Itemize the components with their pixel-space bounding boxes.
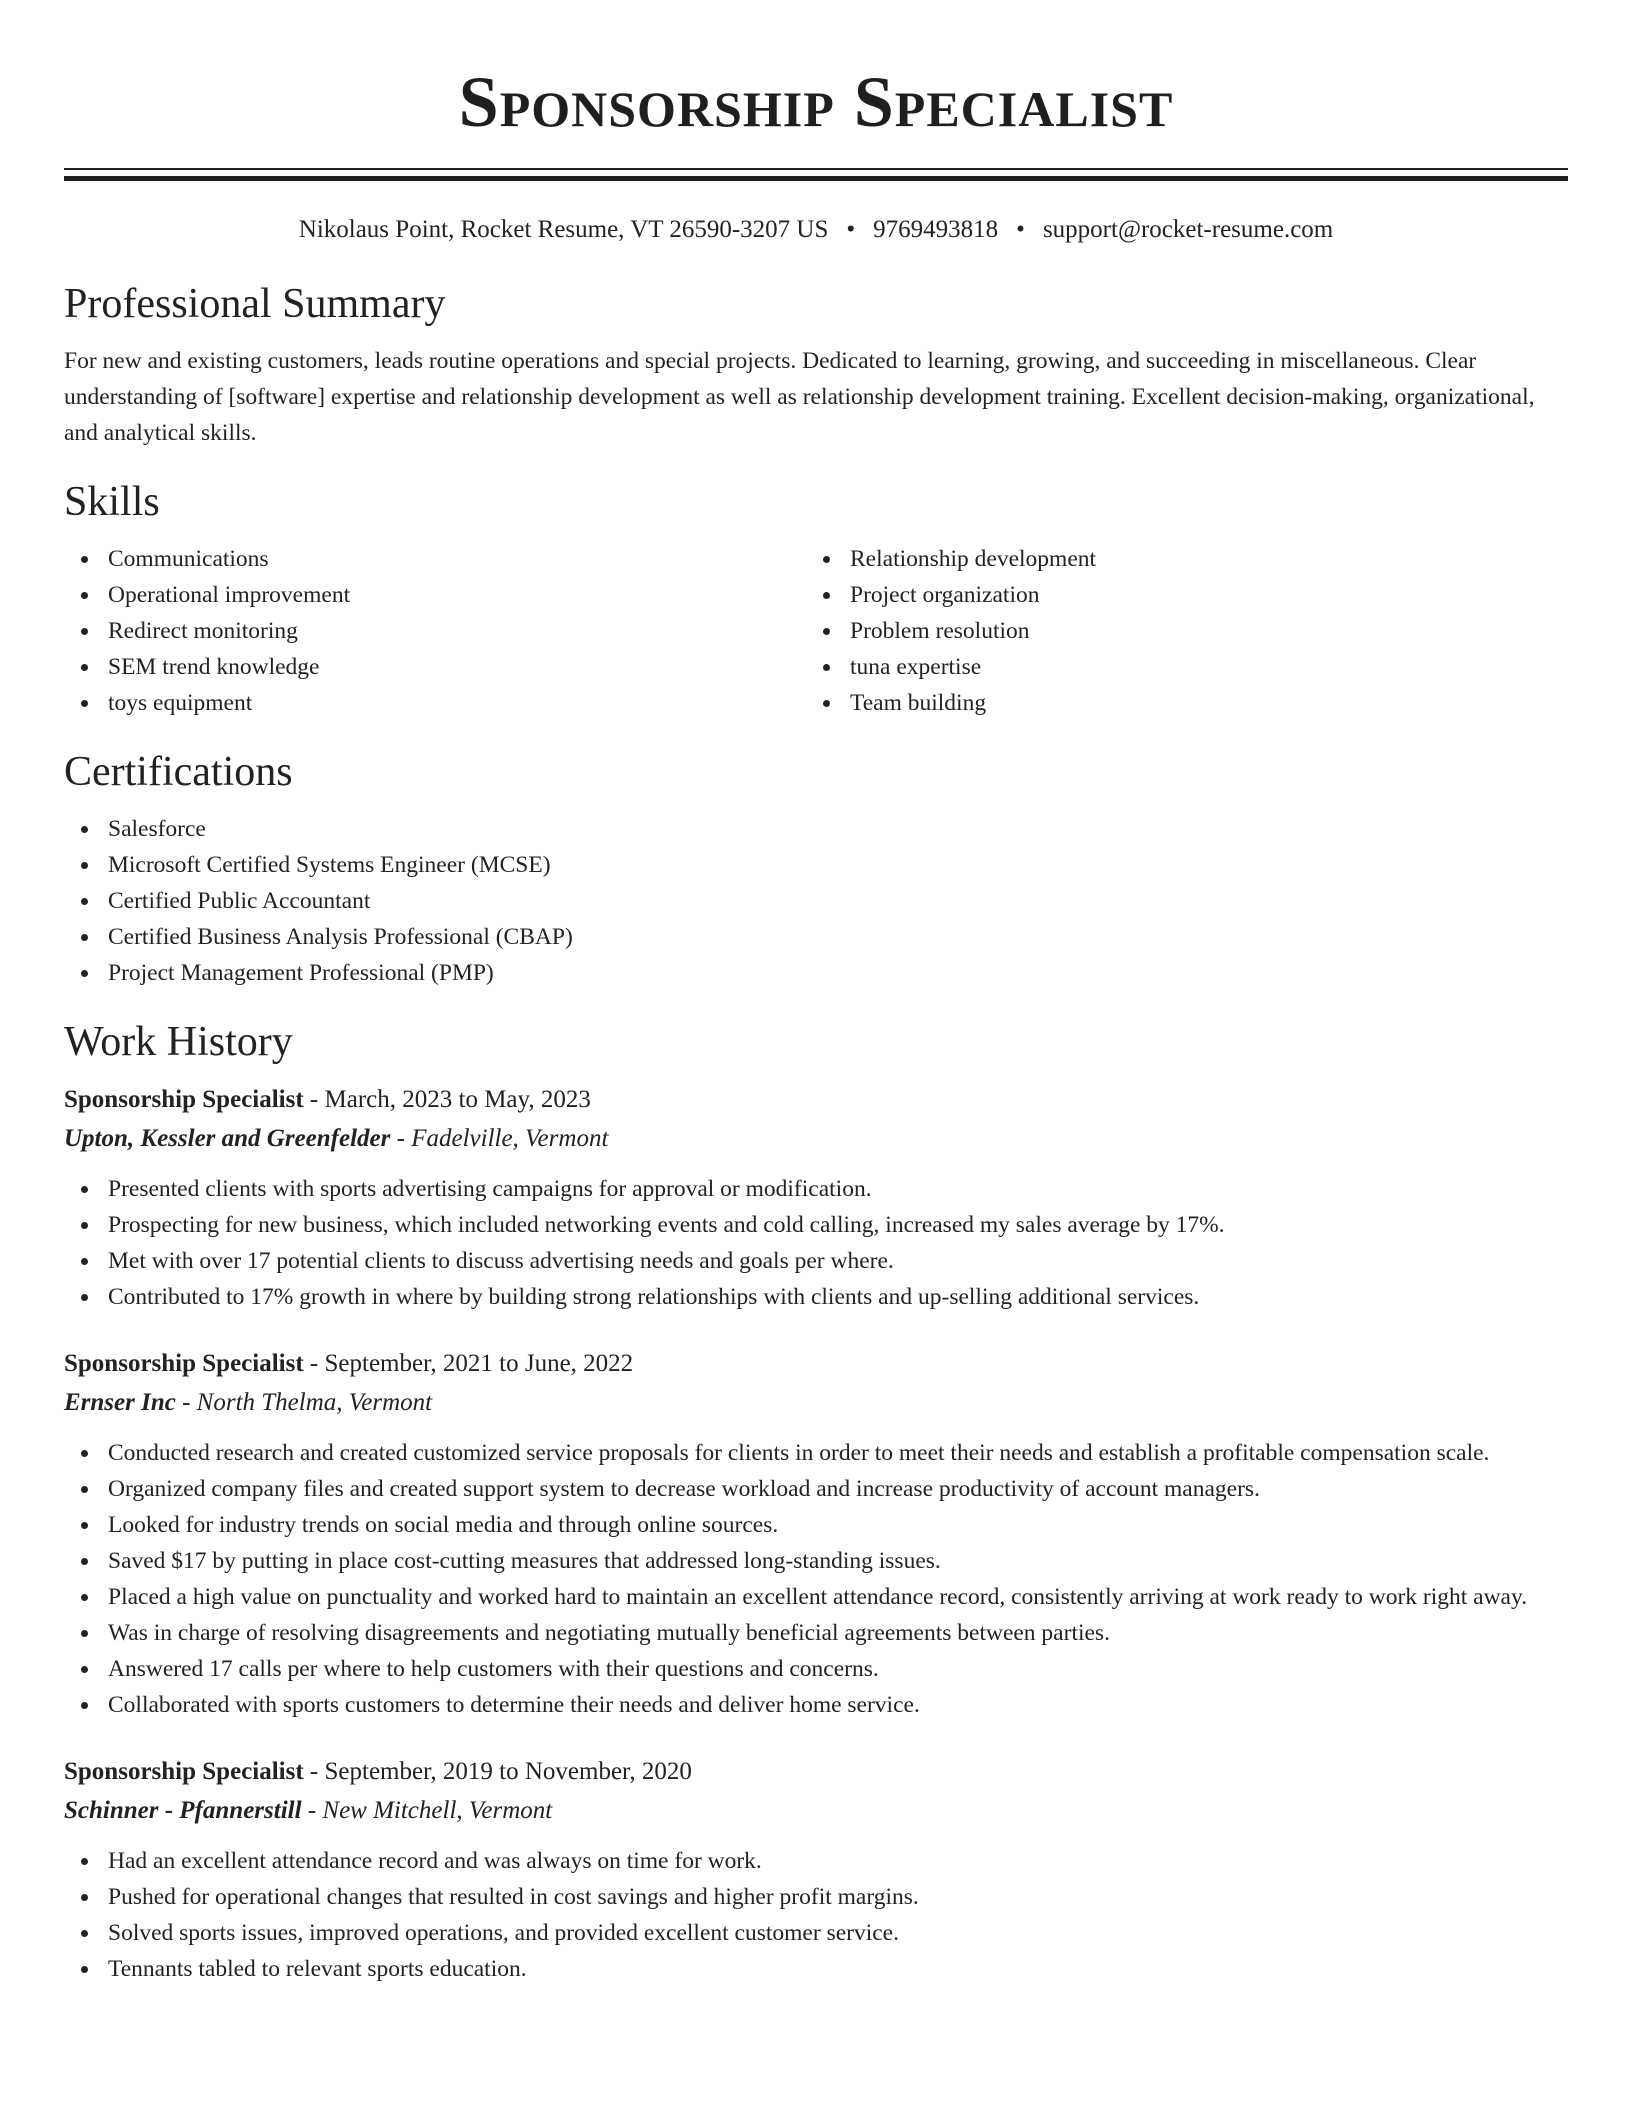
- job-entry: [64, 1081, 1568, 1315]
- skill-item: SEM trend knowledge: [64, 649, 806, 685]
- skill-item: Project organization: [806, 577, 1548, 613]
- job-dates: March, 2023 to May, 2023: [324, 1086, 591, 1113]
- job-bullet: Conducted research and created customized service proposals for clients in order to meet their needs and establish a profitable compensation scale.: [64, 1435, 1568, 1471]
- certification-item: Project Management Professional (PMP): [64, 955, 1568, 991]
- contact-line: [64, 215, 1568, 245]
- skill-item: Communications: [64, 541, 806, 577]
- job-title-line: [64, 1345, 1568, 1383]
- job-bullet: Saved $17 by putting in place cost-cutting measures that addressed long-standing issues.: [64, 1543, 1568, 1579]
- job-bullet: Pushed for operational changes that resulted in cost savings and higher profit margins.: [64, 1879, 1568, 1915]
- job-bullet: Tennants tabled to relevant sports education.: [64, 1951, 1568, 1987]
- job-bullets: [64, 1843, 1568, 1987]
- job-title-line: [64, 1753, 1568, 1791]
- job-location: North Thelma, Vermont: [196, 1389, 433, 1416]
- job-bullet: Placed a high value on punctuality and worked hard to maintain an excellent attendance record, consistently arriving at work ready to work right away.: [64, 1579, 1568, 1615]
- job-bullet: Prospecting for new business, which included networking events and cold calling, increased my sales average by 17%.: [64, 1207, 1568, 1243]
- dash: -: [303, 1758, 325, 1785]
- resume-content: [64, 0, 1568, 1987]
- summary-text: For new and existing customers, leads routine operations and special projects. Dedicated to learning, growing, and succeeding in miscellaneous. Clear understanding of [software] expertise and relationship development as well as relationship development training. Excellent decision-making, organizational, and analytical skills.: [64, 348, 1535, 446]
- job-dates: September, 2019 to November, 2020: [324, 1758, 692, 1785]
- job-title: Sponsorship Specialist: [64, 1086, 304, 1113]
- skill-item: tuna expertise: [806, 649, 1548, 685]
- dash: -: [303, 1086, 325, 1113]
- job-bullet: Contributed to 17% growth in where by building strong relationships with clients and up-selling additional services.: [64, 1279, 1568, 1315]
- job-dates: September, 2021 to June, 2022: [324, 1350, 634, 1377]
- job-company-line: [64, 1383, 1568, 1423]
- contact-address: Nikolaus Point, Rocket Resume, VT 26590-3207 US: [298, 216, 829, 243]
- skill-item: Redirect monitoring: [64, 613, 806, 649]
- job-bullet: Met with over 17 potential clients to discuss advertising needs and goals per where.: [64, 1243, 1568, 1279]
- job-bullet: Had an excellent attendance record and was always on time for work.: [64, 1843, 1568, 1879]
- job-company-line: [64, 1119, 1568, 1159]
- job-title-line: [64, 1081, 1568, 1119]
- job-company-line: [64, 1791, 1568, 1831]
- skill-item: Relationship development: [806, 541, 1548, 577]
- skills-heading: Skills: [64, 479, 160, 525]
- certification-item: Salesforce: [64, 811, 1568, 847]
- dash: -: [303, 1350, 325, 1377]
- job-title: Sponsorship Specialist: [64, 1758, 304, 1785]
- contact-phone: 9769493818: [873, 216, 999, 243]
- certification-item: Certified Public Accountant: [64, 883, 1568, 919]
- certifications-list: [64, 811, 1568, 991]
- skill-item: Operational improvement: [64, 577, 806, 613]
- job-location: New Mitchell, Vermont: [322, 1797, 553, 1824]
- resume-title: Sponsorship Specialist: [458, 62, 1174, 142]
- dash: -: [175, 1389, 197, 1416]
- job-company: Schinner - Pfannerstill: [64, 1797, 302, 1824]
- job-bullet: Was in charge of resolving disagreements and negotiating mutually beneficial agreements between parties.: [64, 1615, 1568, 1651]
- job-bullet: Organized company files and created support system to decrease workload and increase productivity of account managers.: [64, 1471, 1568, 1507]
- job-title: Sponsorship Specialist: [64, 1350, 304, 1377]
- job-bullet: Looked for industry trends on social media and through online sources.: [64, 1507, 1568, 1543]
- summary-heading: Professional Summary: [64, 281, 446, 327]
- job-bullets: [64, 1435, 1568, 1723]
- contact-email[interactable]: support@rocket-resume.com: [1042, 216, 1334, 243]
- job-bullet: Solved sports issues, improved operations, and provided excellent customer service.: [64, 1915, 1568, 1951]
- skill-item: toys equipment: [64, 685, 806, 721]
- job-location: Fadelville, Vermont: [411, 1125, 609, 1152]
- dash: -: [390, 1125, 412, 1152]
- dash: -: [301, 1797, 323, 1824]
- title-rule-thin: [64, 168, 1568, 170]
- job-bullet: Answered 17 calls per where to help customers with their questions and concerns.: [64, 1651, 1568, 1687]
- certification-item: Microsoft Certified Systems Engineer (MCSE): [64, 847, 1568, 883]
- contact-separator: •: [1016, 216, 1025, 243]
- job-entry: [64, 1345, 1568, 1723]
- title-rule-thick: [64, 176, 1568, 181]
- skills-left-column: [64, 541, 806, 721]
- contact-separator: •: [846, 216, 856, 243]
- skill-item: Team building: [806, 685, 1548, 721]
- skills-right-column: [806, 541, 1548, 721]
- job-company: Ernser Inc: [64, 1389, 176, 1416]
- certification-item: Certified Business Analysis Professional (CBAP): [64, 919, 1568, 955]
- skill-item: Problem resolution: [806, 613, 1548, 649]
- job-bullets: [64, 1171, 1568, 1315]
- certifications-heading: Certifications: [64, 749, 293, 795]
- job-bullet: Collaborated with sports customers to determine their needs and deliver home service.: [64, 1687, 1568, 1723]
- job-bullet: Presented clients with sports advertising campaigns for approval or modification.: [64, 1171, 1568, 1207]
- job-company: Upton, Kessler and Greenfelder: [64, 1125, 391, 1152]
- skills-list: [64, 541, 1568, 721]
- job-entry: [64, 1753, 1568, 1987]
- work-history-heading: Work History: [64, 1019, 293, 1065]
